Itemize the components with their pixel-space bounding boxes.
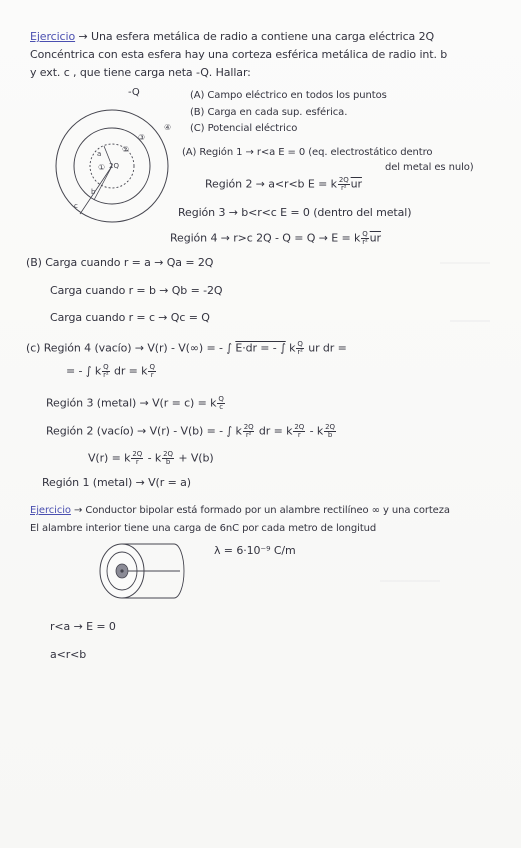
ex2-label: Ejercicio	[30, 505, 71, 516]
pot5-mid: - k	[147, 451, 162, 465]
region-2-text: Región 2 → a<r<b E = k	[205, 177, 337, 191]
pot5-den-2: b	[165, 458, 171, 466]
region-2-vector: $\overline{ur}$	[350, 177, 362, 191]
ex1-label: Ejercicio	[30, 30, 76, 43]
pot4-den-3: b	[327, 431, 333, 439]
pot3-fraction	[217, 396, 224, 411]
region-2-den: r²	[341, 184, 347, 192]
pot1-num: Q	[297, 340, 303, 348]
pot2-fraction	[102, 364, 109, 379]
bleed-through-mark-2	[450, 320, 490, 322]
region-4-fraction	[361, 231, 368, 246]
radius-a-text: a	[97, 150, 102, 158]
pot2-num-2: Q	[149, 363, 155, 371]
concentric-spheres-figure	[50, 96, 180, 236]
potential-line-1	[26, 341, 347, 356]
pot5-num-1: 2Q	[132, 450, 143, 458]
potential-line-5	[88, 451, 214, 466]
outer-charge-label: -Q	[128, 87, 140, 98]
pot4-num-1: 2Q	[243, 423, 254, 431]
pot4-fraction-2	[293, 424, 305, 439]
radius-b-text: b	[91, 188, 96, 196]
inner-charge-text: 2Q	[109, 162, 119, 170]
pot2-left: = - ∫	[66, 364, 92, 378]
ex2-statement-1-text: → Conductor bipolar está formado por un alambre rectilíneo ∞ y una corteza	[74, 505, 450, 516]
pot2-den-2: r	[150, 371, 154, 379]
pot4-left: Región 2 (vacío) → V(r) - V(b) = - ∫	[46, 424, 233, 438]
region-4-line	[170, 231, 381, 246]
pot1-mid: E·dr = - ∫	[235, 341, 286, 355]
pot1-left: (c) Región 4 (vacío) → V(r) - V(∞) = - ∫	[26, 341, 232, 355]
ex1-statement-1-text: → Una esfera metálica de radio a contiene una carga eléctrica 2Q	[78, 30, 435, 43]
pot4-mid: dr = k	[258, 424, 293, 438]
pot4-k: k	[235, 424, 242, 438]
ex1-statement-line-1	[30, 30, 434, 43]
ex2-statement-line-2: El alambre interior tiene una carga de 6nC por cada metro de longitud	[30, 523, 377, 534]
potential-line-4	[46, 424, 337, 439]
ex2-eq-2: a<r<b	[50, 648, 87, 661]
pot2-fraction-2	[148, 364, 155, 379]
pot4-num-3: 2Q	[325, 423, 335, 431]
region-mark-1: ①	[98, 163, 106, 172]
pot5-tail: + V(b)	[178, 451, 214, 465]
region-3-line: Región 3 → b<r<c E = 0 (dentro del metal)	[178, 206, 412, 219]
pot4-den-1: r²	[245, 431, 252, 439]
pot1-tail: ur dr =	[308, 341, 347, 355]
pot3-den: c	[219, 403, 223, 411]
pot3-left: Región 3 (metal) → V(r = c) = k	[46, 396, 217, 410]
region-4-vector: $\overline{ur}$	[369, 231, 381, 245]
pot1-k: k	[289, 341, 296, 355]
bleed-through-mark-1	[440, 262, 490, 264]
charge-dot-1	[120, 569, 123, 572]
pot1-fraction	[296, 341, 303, 356]
ex2-eq-1: r<a → E = 0	[50, 620, 116, 633]
pot4-mid-2: - k	[309, 424, 324, 438]
region-mark-2: ②	[122, 145, 130, 154]
region-1-note: del metal es nulo)	[385, 162, 474, 173]
coaxial-conductor-figure	[92, 540, 188, 602]
pot2-den: r²	[103, 371, 109, 379]
pot5-left: V(r) = k	[88, 451, 131, 465]
ex1-statement-line-2: Concéntrica con esta esfera hay una corteza esférica metálica de radio int. b	[30, 48, 448, 61]
pot4-fraction-3	[324, 424, 336, 439]
pot2-k: k	[94, 364, 102, 378]
lambda-value: λ = 6·10⁻⁹ C/m	[214, 544, 296, 557]
pot2-num: Q	[103, 363, 109, 371]
pot4-fraction-1	[243, 424, 255, 439]
potential-line-2	[66, 364, 157, 379]
region-4-text: Región 4 → r>c 2Q - Q = Q → E = k	[170, 231, 361, 245]
pot5-num-2: 2Q	[163, 450, 173, 458]
bleed-through-mark-3	[380, 580, 440, 582]
pot3-num: Q	[218, 395, 224, 403]
pot5-den-1: r	[135, 458, 139, 466]
pot4-den-2: r	[297, 431, 301, 439]
region-2-num: 2Q	[338, 176, 349, 184]
pot2-mid: dr = k	[113, 364, 148, 378]
pot4-num-2: 2Q	[294, 423, 305, 431]
ex1-item-b: (B) Carga en cada sup. esférica.	[190, 107, 348, 118]
region-1-line: (A) Región 1 → r<a E = 0 (eq. electrostático dentro	[182, 147, 433, 158]
charge-line-a: (B) Carga cuando r = a → Qa = 2Q	[26, 256, 214, 269]
region-2-line	[205, 177, 362, 192]
potential-line-6: Región 1 (metal) → V(r = a)	[42, 476, 191, 489]
region-2-fraction	[338, 177, 350, 192]
region-4-den: r²	[362, 238, 368, 246]
ex1-item-a: (A) Campo eléctrico en todos los puntos	[190, 90, 387, 101]
pot5-fraction-2	[162, 451, 174, 466]
region-mark-3: ③	[138, 133, 146, 142]
ex1-item-c: (C) Potencial eléctrico	[190, 123, 298, 134]
radius-c-line	[80, 166, 112, 214]
potential-line-3	[46, 396, 226, 411]
ex1-statement-line-3: y ext. c , que tiene carga neta -Q. Hallar:	[30, 66, 251, 79]
region-4-num: Q	[362, 230, 368, 238]
ex2-statement-line-1	[30, 504, 450, 517]
radius-c-text: c	[74, 202, 78, 210]
charge-line-b: Carga cuando r = b → Qb = -2Q	[50, 284, 223, 297]
region-mark-4: ④	[164, 123, 172, 132]
pot5-fraction-1	[131, 451, 143, 466]
pot1-den: r²	[297, 348, 303, 356]
charge-line-c: Carga cuando r = c → Qc = Q	[50, 311, 210, 324]
